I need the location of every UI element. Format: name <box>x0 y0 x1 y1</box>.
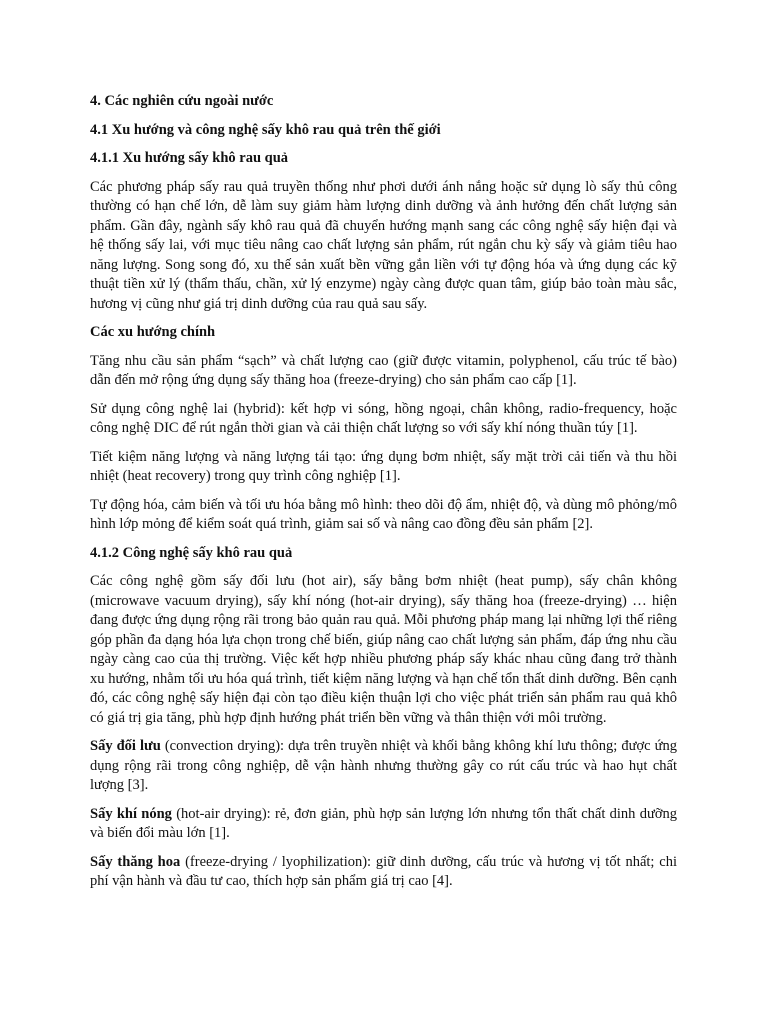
paragraph-freeze-drying <box>90 853 677 892</box>
text-hot-air-drying: (hot-air drying): rẻ, đơn giản, phù hợp sản lượng lớn nhưng tổn thất chất dinh dưỡng và biến đổi màu lớn [1]. <box>90 805 677 841</box>
paragraph-trend-4: Tự động hóa, cảm biến và tối ưu hóa bằng mô hình: theo dõi độ ẩm, nhiệt độ, và dùng mô phỏng/mô hình lớp mỏng để kiểm soát quá trình, giảm sai số và nâng cao đồng đều sản phẩm [2]. <box>90 496 677 532</box>
paragraph-hot-air-drying <box>90 805 677 844</box>
text-convection-drying: (convection drying): dựa trên truyền nhiệt và khối bằng không khí lưu thông; được ứng dụng rộng rãi trong công nghiệp, dễ vận hành nhưng thường gây co rút cấu trúc và hao hụt chất lượng [3]. <box>90 738 677 793</box>
text-freeze-drying: (freeze-drying / lyophilization): giữ dinh dưỡng, cấu trúc và hương vị tốt nhất; chi phí vận hành và đầu tư cao, thích hợp sản phẩm giá trị cao [4]. <box>90 853 677 889</box>
heading-section-4-1-2: 4.1.2 Công nghệ sấy khô rau quả <box>90 544 293 561</box>
paragraph-technologies: Các công nghệ gồm sấy đối lưu (hot air), sấy bằng bơm nhiệt (heat pump), sấy chân không (microwave vacuum drying), sấy khí nóng (hot-air drying), sấy thăng hoa (freeze-drying) … hiện đang được ứng dụng rộng rãi trong bảo quản rau quả. Mỗi phương pháp mang lại những lợi thế riêng góp phần đa dạng hóa lựa chọn trong chế biến, giúp nâng cao chất lượng sản phẩm, đáp ứng nhu cầu ngày càng cao của thị trường. Việc kết hợp nhiều phương pháp sấy khác nhau cũng đang trở thành xu hướng, nhằm tối ưu hóa quá trình, tiết kiệm năng lượng và hạn chế tổn thất dinh dưỡng. Bên cạnh đó, các công nghệ sấy hiện đại còn tạo điều kiện thuận lợi cho việc phát triển sản phẩm rau quả khô có giá trị gia tăng, phù hợp định hướng phát triển bền vững và thân thiện với môi trường. <box>90 573 677 726</box>
term-freeze-drying: Sấy thăng hoa <box>90 853 181 870</box>
term-convection-drying: Sấy đối lưu <box>90 738 161 754</box>
heading-section-4-1-1: 4.1.1 Xu hướng sấy khô rau quả <box>90 150 289 166</box>
paragraph-trend-3: Tiết kiệm năng lượng và năng lượng tái tạo: ứng dụng bơm nhiệt, sấy mặt trời cải tiến và thu hồi nhiệt (heat recovery) trong quy trình công nghiệp [1]. <box>90 448 677 484</box>
paragraph-trend-1: Tăng nhu cầu sản phẩm “sạch” và chất lượng cao (giữ được vitamin, polyphenol, cấu trúc tế bào) dẫn đến mở rộng ứng dụng sấy thăng hoa (freeze-drying) cho sản phẩm cao cấp [1]. <box>90 352 677 388</box>
heading-section-4-1: 4.1 Xu hướng và công nghệ sấy khô rau quả trên thế giới <box>90 121 441 138</box>
paragraph-intro: Các phương pháp sấy rau quả truyền thống như phơi dưới ánh nắng hoặc sử dụng lò sấy thủ công thường có hạn chế lớn, dễ làm suy giảm hàm lượng dinh dưỡng và ảnh hưởng đến chất lượng sản phẩm. Gần đây, ngành sấy khô rau quả đã chuyển hướng mạnh sang các công nghệ sấy hiện đại và hệ thống sấy lai, với mục tiêu nâng cao chất lượng sản phẩm, rút ngắn chu kỳ sấy và giảm tiêu hao năng lượng. Song song đó, xu thế sản xuất bền vững gắn liền với tự động hóa và ứng dụng các kỹ thuật tiền xử lý (thẩm thấu, chần, xử lý enzyme) ngày càng được quan tâm, giúp bảo toàn màu sắc, hương vị cũng như giá trị dinh dưỡng của rau quả sau sấy. <box>90 178 677 312</box>
term-hot-air-drying: Sấy khí nóng <box>90 805 172 822</box>
heading-section-4: 4. Các nghiên cứu ngoài nước <box>90 93 274 109</box>
document-page <box>90 92 677 901</box>
paragraph-trend-2: Sử dụng công nghệ lai (hybrid): kết hợp vi sóng, hồng ngoại, chân không, radio-frequency, hoặc công nghệ DIC để rút ngắn thời gian và cải thiện chất lượng so với sấy khí nóng thuần túy [1]. <box>90 400 677 436</box>
heading-main-trends: Các xu hướng chính <box>90 324 216 340</box>
paragraph-convection-drying <box>90 737 677 796</box>
